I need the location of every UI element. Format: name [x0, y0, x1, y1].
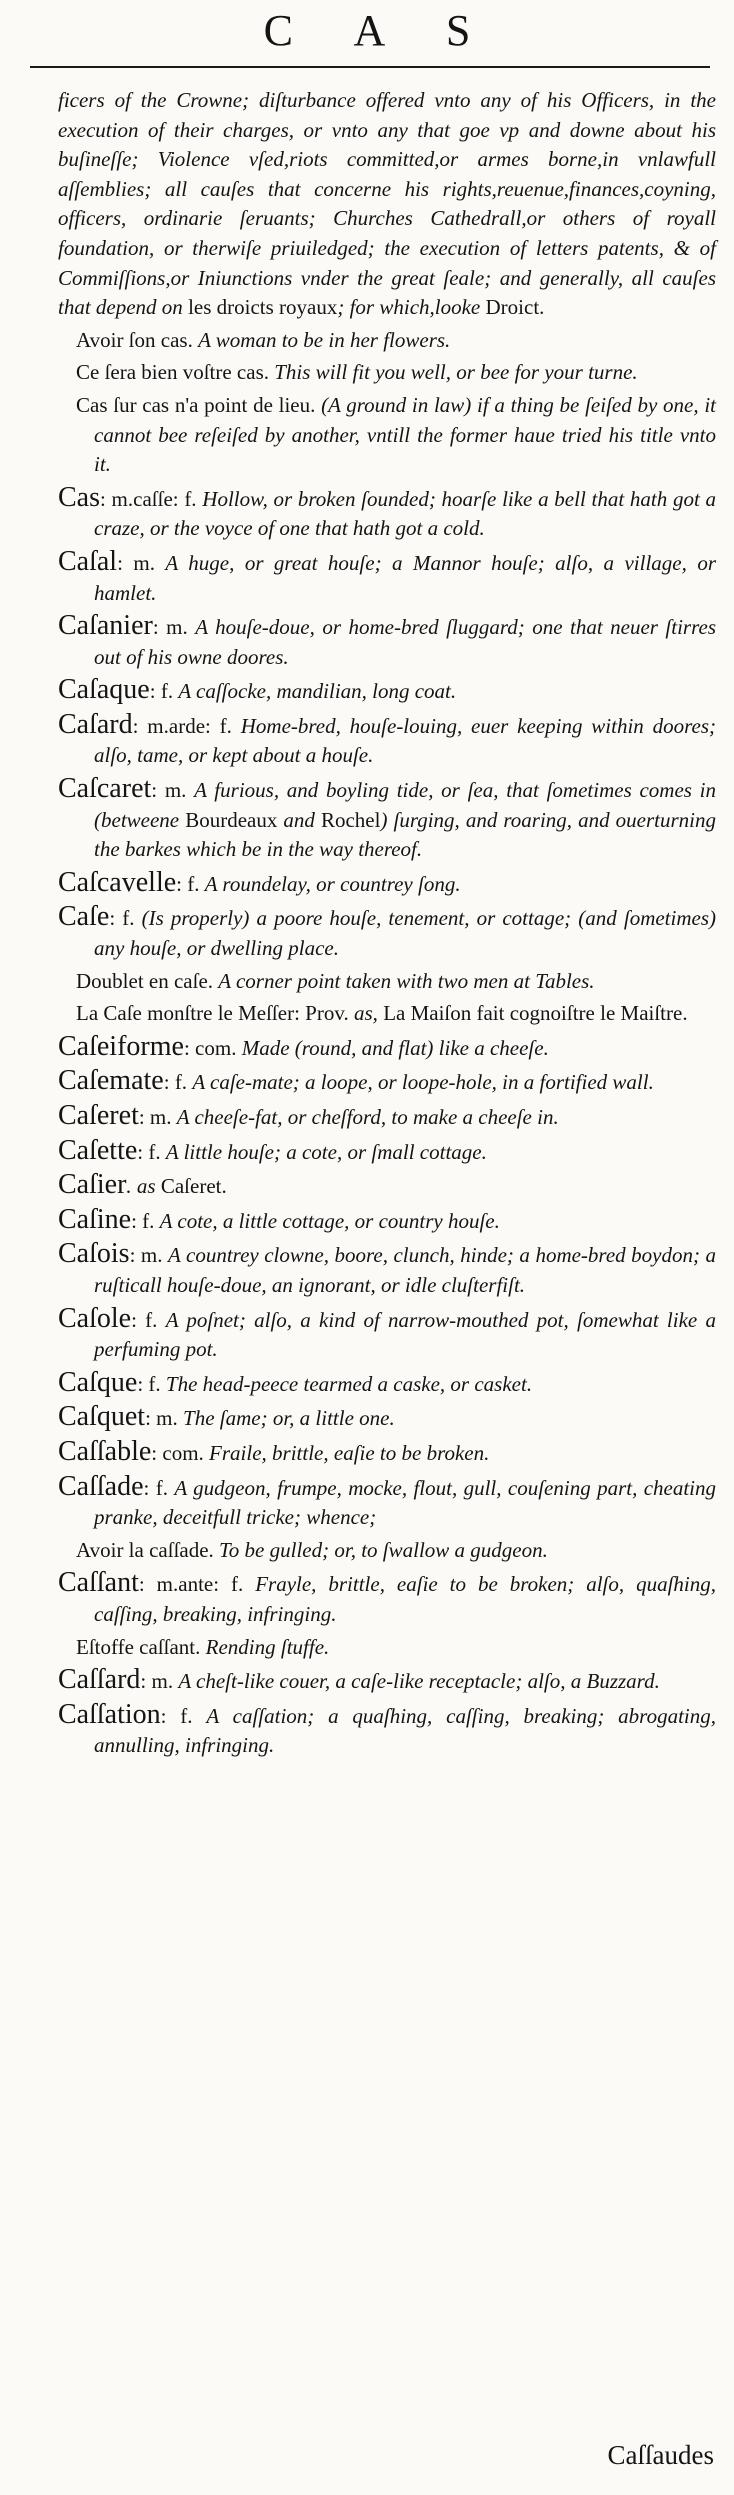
grammar-label: : f.	[131, 1208, 160, 1233]
grammar-label: : m.arde: f.	[132, 713, 241, 738]
definition: A caſe-mate; a loope, or loope-hole, in a fortified wall.	[192, 1070, 654, 1095]
grammar-label: : f.	[160, 1703, 207, 1728]
grammar-label: : com.	[151, 1440, 210, 1465]
headword: Caſine	[58, 1203, 132, 1235]
dictionary-entry	[58, 1368, 716, 1400]
french-phrase: les droicts royaux	[188, 295, 338, 320]
definition: ; for which,looke	[337, 295, 486, 320]
headword: Caſſard	[58, 1664, 141, 1696]
definition: ) ſurging, and roaring, and ouerturning the barkes which be in the way thereof.	[94, 807, 717, 862]
french-phrase: La Maiſon fait cognoiſtre le Maiſtre.	[383, 1001, 688, 1026]
dictionary-entry	[58, 547, 716, 608]
definition: A woman to be in her flowers.	[198, 327, 451, 352]
grammar-label: : Prov.	[294, 1001, 354, 1026]
headword: Caſquet	[58, 1401, 146, 1433]
definition: A cheſt-like couer, a caſe-like receptacle; alſo, a Buzzard.	[178, 1669, 660, 1694]
grammar-label: : m.	[129, 1243, 169, 1268]
dictionary-entry	[58, 1402, 716, 1434]
definition: A gudgeon, frumpe, mocke, flout, gull, couſening part, cheating pranke, deceitfull tricke; whence;	[94, 1475, 716, 1530]
headword: Caſe	[58, 901, 110, 933]
french-phrase: Ce ſera bien voſtre cas.	[76, 360, 275, 385]
grammar-label: : m.	[145, 1406, 184, 1431]
headword: Caſette	[58, 1134, 138, 1166]
definition: A countrey clowne, boore, clunch, hinde; a home-bred boydon; a ruſticall houſe-doue, an ignorant, or idle cluſterfiſt.	[94, 1243, 717, 1297]
grammar-label: : f.	[109, 906, 142, 931]
definition: as,	[354, 1001, 384, 1026]
definition: Made (round, and flat) like a cheeſe.	[241, 1035, 549, 1060]
grammar-label: : f.	[137, 1371, 166, 1396]
headword: Caſier	[58, 1169, 127, 1201]
dictionary-entry	[58, 1066, 716, 1098]
definition: A cheeſe-fat, or cheſford, to make a cheeſe in.	[176, 1105, 559, 1129]
french-phrase: Cas ſur cas n'a point de lieu.	[76, 392, 322, 417]
headword: Caſaque	[58, 674, 150, 706]
definition: A caſſation; a quaſhing, caſſing, breaking; abrogating, annulling, infringing.	[94, 1703, 716, 1758]
definition: Home-bred, houſe-louing, euer keeping within doores; alſo, tame, or kept about a houſe.	[94, 713, 716, 768]
headword: Cas	[58, 481, 100, 513]
definition: . as	[126, 1174, 161, 1199]
french-phrase: Droict.	[485, 295, 545, 320]
definition: Frayle, brittle, eaſie to be broken; alſo, quaſhing, caſſing, breaking, infringing.	[94, 1572, 716, 1626]
definition: A roundelay, or countrey ſong.	[204, 871, 461, 896]
definition: Fraile, brittle, eaſie to be broken.	[209, 1440, 490, 1465]
definition: and	[277, 807, 321, 832]
headword: Caſſable	[58, 1435, 152, 1467]
french-phrase: Eſtoffe caſſant.	[76, 1634, 206, 1659]
grammar-label: : m.	[138, 1105, 177, 1129]
dictionary-entry	[58, 1205, 716, 1237]
header-rule	[30, 66, 710, 68]
grammar-label: : f.	[137, 1139, 166, 1164]
definition: A corner point taken with two men at Tables.	[218, 968, 595, 993]
grammar-label: : m.	[140, 1669, 179, 1694]
sub-entry	[58, 326, 716, 356]
grammar-label: : f.	[163, 1070, 193, 1095]
headword: Caſole	[58, 1302, 132, 1334]
definition: A little houſe; a cote, or ſmall cottage.	[165, 1139, 487, 1164]
dictionary-entry	[58, 1101, 716, 1133]
definition: A furious, and boyling tide, or ſea, that ſometimes comes in (betweene	[94, 778, 716, 832]
definition: This will fit you well, or bee for your turne.	[274, 360, 638, 385]
french-phrase: Caſeret.	[160, 1174, 227, 1199]
headword: Caſal	[58, 545, 118, 577]
sub-entry	[58, 1536, 716, 1566]
definition: ficers of the Crowne; diſturbance offered vnto any of his Officers, in the execution of their charges, or vnto any that goe vp and downe about his buſineſſe; Violence vſed,riots committed,or armes borne,in vnlawfull aſſemblies; all cauſes that concerne his rights,reuenue,finances,coyning, officers, ordinarie ſeruants; Churches Cathedrall,or others of royall foundation, or therwiſe priuiledged; the execution of letters patents, & of Commiſſions,or Iniunctions vnder the great ſeale; and generally, all cauſes that depend on	[58, 88, 716, 320]
dictionary-entry	[58, 1472, 716, 1533]
grammar-label: : m.	[152, 615, 196, 640]
grammar-label: : com.	[183, 1035, 242, 1060]
dictionary-entry	[58, 1437, 716, 1469]
dictionary-entry	[58, 1568, 716, 1629]
dictionary-entry	[58, 902, 716, 963]
headword: Caſque	[58, 1366, 138, 1398]
sub-entry	[58, 358, 716, 388]
definition: Rending ſtuffe.	[205, 1634, 330, 1659]
french-phrase: Avoir ſon cas.	[76, 327, 199, 352]
definition: A cote, a little cottage, or country houſe.	[159, 1208, 500, 1233]
dictionary-entry	[58, 710, 716, 771]
sub-entry	[58, 391, 716, 480]
dictionary-entry	[58, 483, 716, 544]
entries-column	[58, 86, 716, 1764]
page-header: C A S	[263, 6, 497, 55]
grammar-label: : f.	[131, 1307, 166, 1332]
definition: (A ground in law) if a thing be ſeiſed by one, it cannot bee reſeiſed by another, vntill the former haue tried his title vnto it.	[94, 392, 716, 477]
headword: Caſanier	[58, 610, 153, 642]
definition: To be gulled; or, to ſwallow a gudgeon.	[219, 1537, 548, 1562]
definition: Hollow, or broken ſounded; hoarſe like a bell that hath got a craze, or the voyce of one that hath got a cold.	[94, 486, 716, 541]
grammar-label: : m.ante: f.	[138, 1572, 256, 1597]
french-phrase: Bourdeaux	[185, 807, 278, 832]
dictionary-entry	[58, 1304, 716, 1365]
grammar-label: : m.	[117, 550, 166, 575]
dictionary-entry	[58, 611, 716, 672]
french-phrase: Doublet en caſe.	[76, 968, 219, 993]
continued-entry	[58, 86, 716, 323]
dictionary-entry	[58, 675, 716, 707]
headword: Caſſation	[58, 1698, 161, 1730]
headword: Caſſade	[58, 1470, 144, 1502]
grammar-label: : m.caſſe: f.	[100, 486, 203, 511]
definition: The head-peece tearmed a caske, or casket.	[165, 1371, 533, 1396]
french-phrase: Rochel	[320, 807, 381, 832]
definition: A huge, or great houſe; a Mannor houſe; alſo, a village, or hamlet.	[94, 550, 716, 605]
headword: Caſſant	[58, 1567, 139, 1599]
dictionary-entry	[58, 1700, 716, 1761]
grammar-label: : f.	[176, 871, 205, 896]
headword: Caſeiforme	[58, 1030, 184, 1062]
dictionary-entry	[58, 868, 716, 900]
sub-entry	[58, 967, 716, 997]
definition: A caſſocke, mandilian, long coat.	[178, 679, 457, 704]
definition: (Is properly) a poore houſe, tenement, or cottage; (and ſometimes) any houſe, or dwelling place.	[94, 906, 717, 961]
definition: A houſe-doue, or home-bred ſluggard; one that neuer ſtirres out of his owne doores.	[94, 615, 716, 669]
headword: Caſard	[58, 708, 133, 740]
catchword: Caſſaudes	[607, 2440, 714, 2470]
dictionary-entry	[58, 774, 716, 865]
french-phrase: Avoir la caſſade.	[76, 1537, 220, 1562]
dictionary-entry	[58, 1136, 716, 1168]
sub-entry	[58, 999, 716, 1029]
grammar-label: : m.	[151, 778, 195, 803]
definition: The ſame; or, a little one.	[183, 1406, 395, 1431]
headword: Caſemate	[58, 1065, 164, 1097]
dictionary-entry	[58, 1170, 716, 1202]
headword: Caſcavelle	[58, 866, 177, 898]
headword: Caſeret	[58, 1100, 139, 1131]
definition: A poſnet; alſo, a kind of narrow-mouthed pot, ſomewhat like a perfuming pot.	[94, 1307, 716, 1362]
sub-entry	[58, 1633, 716, 1663]
headword: Caſois	[58, 1238, 130, 1270]
dictionary-entry	[58, 1239, 716, 1300]
french-phrase: La Caſe monſtre le Meſſer	[76, 1001, 295, 1026]
dictionary-entry	[58, 1665, 716, 1697]
dictionary-entry	[58, 1032, 716, 1064]
grammar-label: : f.	[143, 1475, 175, 1500]
headword: Caſcaret	[58, 773, 152, 805]
grammar-label: : f.	[149, 679, 179, 704]
